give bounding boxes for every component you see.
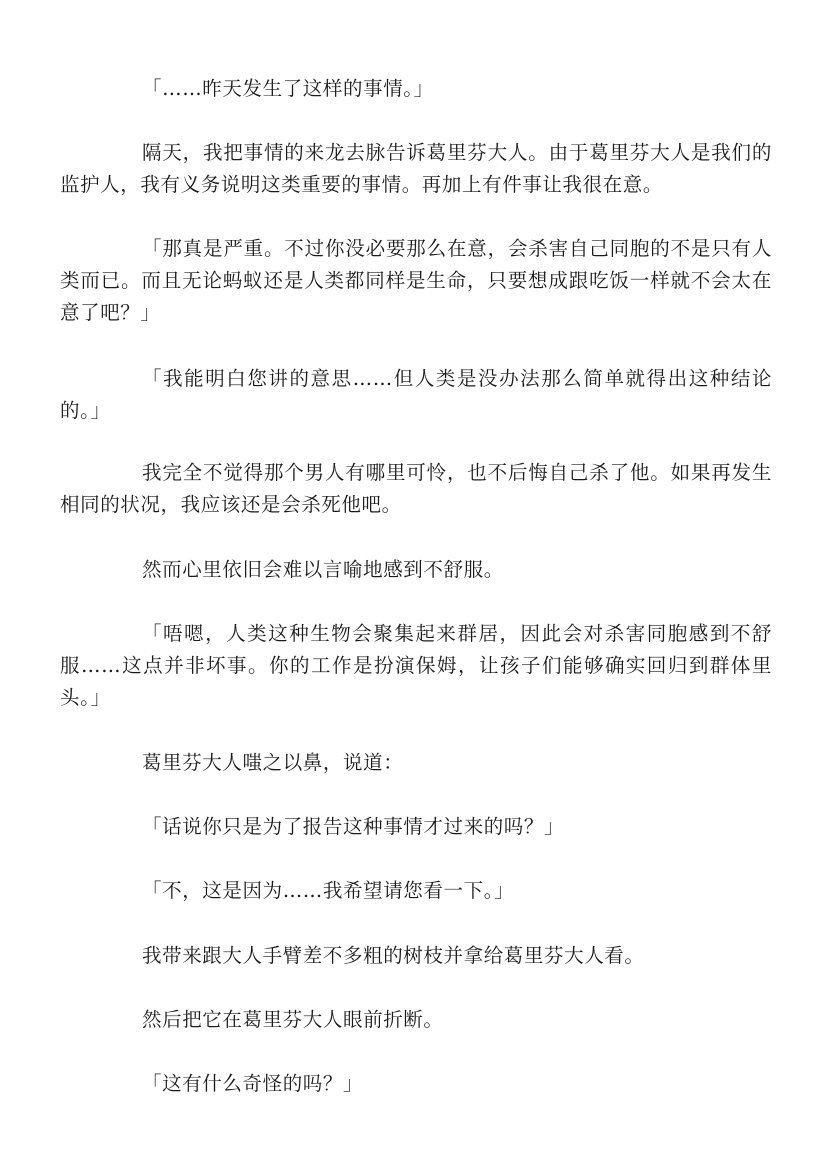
paragraph-4: 「我能明白您讲的意思……但人类是没办法那么简单就得出这种结论的。」 <box>60 367 772 422</box>
paragraph-11: 我带来跟大人手臂差不多粗的树枝并拿给葛里芬大人看。 <box>142 944 645 967</box>
paragraph-8: 葛里芬大人嗤之以鼻，说道： <box>142 751 404 774</box>
paragraph-2: 隔天，我把事情的来龙去脉告诉葛里芬大人。由于葛里芬大人是我们的监护人，我有义务说明这类重要的事情。再加上有件事让我很在意。 <box>60 141 772 196</box>
paragraph-9: 「话说你只是为了报告这种事情才过来的吗？」 <box>142 815 565 838</box>
paragraph-12: 然后把它在葛里芬大人眼前折断。 <box>142 1008 444 1031</box>
paragraph-13: 「这有什么奇怪的吗？」 <box>142 1072 364 1095</box>
paragraph-5: 我完全不觉得那个男人有哪里可怜，也不后悔自己杀了他。如果再发生相同的状况，我应该还是会杀死他吧。 <box>60 461 772 516</box>
paragraph-1: 「……昨天发生了这样的事情。」 <box>142 77 434 100</box>
paragraph-6: 然而心里依旧会难以言喻地感到不舒服。 <box>142 558 504 581</box>
paragraph-3: 「那真是严重。不过你没必要那么在意，会杀害自己同胞的不是只有人类而已。而且无论蚂蚁还是人类都同样是生命，只要想成跟吃饭一样就不会太在意了吧？」 <box>60 237 772 324</box>
paragraph-10: 「不，这是因为……我希望请您看一下。」 <box>142 879 515 902</box>
paragraph-7: 「唔嗯，人类这种生物会聚集起来群居，因此会对杀害同胞感到不舒服……这点并非坏事。你的工作是扮演保姆，让孩子们能够确实回归到群体里头。」 <box>60 622 772 709</box>
